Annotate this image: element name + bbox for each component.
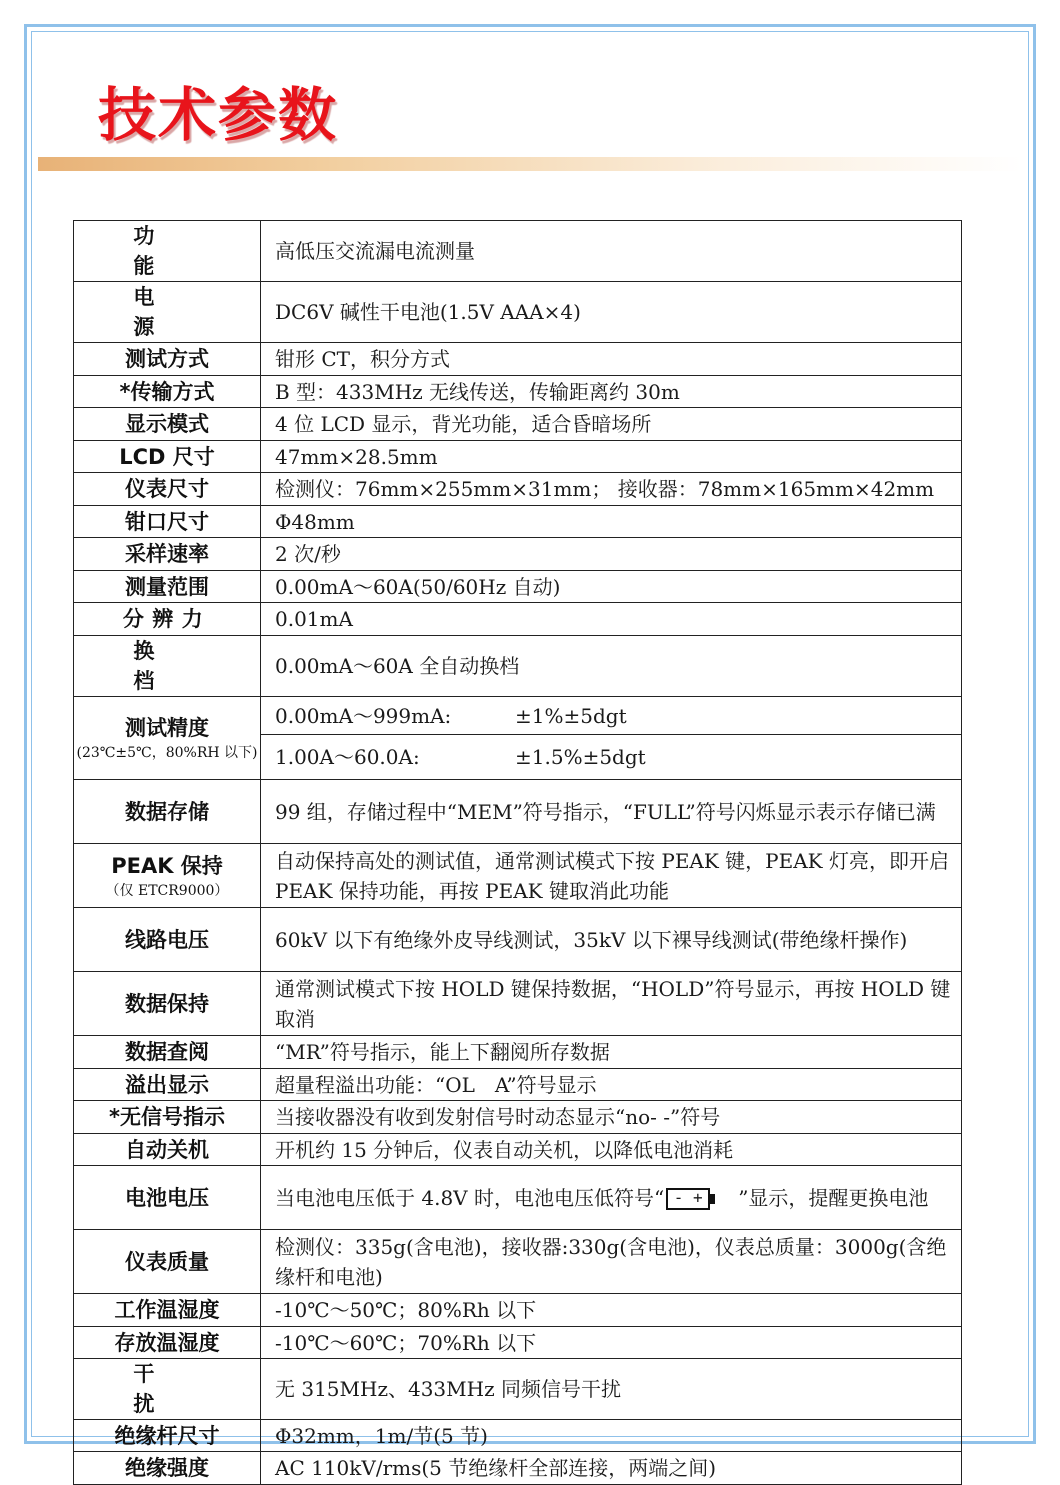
row-label: 数据查阅 — [74, 1036, 261, 1069]
row-value: 当接收器没有收到发射信号时动态显示“no- -”符号 — [261, 1101, 962, 1134]
table-row — [74, 780, 962, 844]
table-row — [74, 1359, 962, 1420]
row-value: 4 位 LCD 显示，背光功能，适合昏暗场所 — [261, 408, 962, 441]
peak-label: PEAK 保持 — [111, 853, 223, 878]
row-label: 自动关机 — [74, 1134, 261, 1166]
table-row — [74, 1101, 962, 1134]
row-label: 工作温湿度 — [74, 1294, 261, 1327]
table-row — [74, 571, 962, 603]
row-label: 功 能 — [74, 221, 261, 282]
accuracy-label-cell — [74, 697, 261, 780]
row-value: B 型：433MHz 无线传送，传输距离约 30m — [261, 376, 962, 408]
spec-table — [73, 220, 962, 1485]
table-row — [74, 506, 962, 538]
accuracy-range: 1.00A～60.0A: — [275, 745, 420, 769]
row-value — [261, 697, 962, 735]
row-label: 线路电压 — [74, 908, 261, 972]
row-value: 通常测试模式下按 HOLD 键保持数据，“HOLD”符号显示，再按 HOLD 键取消 — [261, 972, 962, 1036]
row-label: 溢出显示 — [74, 1069, 261, 1101]
table-row — [74, 1452, 962, 1485]
row-value: “MR”符号指示，能上下翻阅所存数据 — [261, 1036, 962, 1069]
row-value: 钳形 CT，积分方式 — [261, 343, 962, 376]
table-row — [74, 282, 962, 343]
table-row — [74, 376, 962, 408]
peak-sub-label: （仅 ETCR9000） — [105, 882, 229, 899]
row-value: 超量程溢出功能：“OL A”符号显示 — [261, 1069, 962, 1101]
battery-text-after: ”显示，提醒更换电池 — [738, 1185, 929, 1210]
row-label: 干 扰 — [74, 1359, 261, 1420]
row-value: 0.01mA — [261, 603, 962, 636]
table-row — [74, 972, 962, 1036]
table-row — [74, 603, 962, 636]
row-label: 测量范围 — [74, 571, 261, 603]
table-row — [74, 908, 962, 972]
row-label: 仪表尺寸 — [74, 473, 261, 506]
row-value: 检测仪：335g(含电池)，接收器:330g(含电池)，仪表总质量：3000g(含绝缘杆和电池) — [261, 1230, 962, 1294]
row-value: 自动保持高处的测试值，通常测试模式下按 PEAK 键，PEAK 灯亮，即开启 PEAK 保持功能，再按 PEAK 键取消此功能 — [261, 844, 962, 908]
row-value: 99 组，存储过程中“MEM”符号指示，“FULL”符号闪烁显示表示存储已满 — [261, 780, 962, 844]
row-label: 仪表质量 — [74, 1230, 261, 1294]
table-row — [74, 538, 962, 571]
row-label: 测试方式 — [74, 343, 261, 376]
row-value: 检测仪：76mm×255mm×31mm； 接收器：78mm×165mm×42mm — [261, 473, 962, 506]
table-row — [74, 697, 962, 735]
row-label: 显示模式 — [74, 408, 261, 441]
row-value: -10℃～50℃；80%Rh 以下 — [261, 1294, 962, 1327]
table-row — [74, 473, 962, 506]
table-row — [74, 1069, 962, 1101]
table-row — [74, 844, 962, 908]
table-row — [74, 1036, 962, 1069]
row-value: Φ48mm — [261, 506, 962, 538]
row-value: Φ32mm，1m/节(5 节) — [261, 1420, 962, 1452]
accuracy-sub-label: (23℃±5℃，80%RH 以下) — [76, 745, 258, 761]
row-value: AC 110kV/rms(5 节绝缘杆全部连接，两端之间) — [261, 1452, 962, 1485]
peak-label-cell — [74, 844, 261, 908]
page-title: 技术参数 — [98, 81, 339, 149]
row-label: 钳口尺寸 — [74, 506, 261, 538]
row-label: 数据保持 — [74, 972, 261, 1036]
row-value — [261, 735, 962, 780]
table-row — [74, 636, 962, 697]
table-row — [74, 1134, 962, 1166]
row-value: 60kV 以下有绝缘外皮导线测试，35kV 以下裸导线测试(带绝缘杆操作) — [261, 908, 962, 972]
row-value — [261, 1166, 962, 1230]
row-label: 存放温湿度 — [74, 1327, 261, 1359]
row-value: 47mm×28.5mm — [261, 441, 962, 473]
row-label: 电 源 — [74, 282, 261, 343]
table-row — [74, 441, 962, 473]
table-row — [74, 343, 962, 376]
row-value: 0.00mA～60A 全自动换档 — [261, 636, 962, 697]
row-label: *传输方式 — [74, 376, 261, 408]
row-label: *无信号指示 — [74, 1101, 261, 1134]
row-label: 换 档 — [74, 636, 261, 697]
battery-label: 电池电压 — [74, 1166, 261, 1230]
row-label: 分辨力 — [74, 603, 261, 636]
row-value: 高低压交流漏电流测量 — [261, 221, 962, 282]
accuracy-spec: ±1%±5dgt — [515, 703, 627, 728]
battery-text-before: 当电池电压低于 4.8V 时，电池电压低符号“ — [275, 1185, 665, 1210]
table-row — [74, 1294, 962, 1327]
row-label: 采样速率 — [74, 538, 261, 571]
row-value: 无 315MHz、433MHz 同频信号干扰 — [261, 1359, 962, 1420]
row-label: 绝缘杆尺寸 — [74, 1420, 261, 1452]
row-label: 绝缘强度 — [74, 1452, 261, 1485]
accuracy-range: 0.00mA～999mA: — [275, 703, 452, 728]
accuracy-label: 测试精度 — [125, 716, 209, 740]
table-row — [74, 1166, 962, 1230]
table-row — [74, 1230, 962, 1294]
table-row — [74, 408, 962, 441]
row-label: LCD 尺寸 — [74, 441, 261, 473]
accuracy-spec: ±1.5%±5dgt — [515, 745, 646, 769]
table-row — [74, 1420, 962, 1452]
row-value: 0.00mA～60A(50/60Hz 自动) — [261, 571, 962, 603]
table-row — [74, 221, 962, 282]
row-value: -10℃～60℃；70%Rh 以下 — [261, 1327, 962, 1359]
title-underline-bar — [38, 157, 1022, 171]
row-value: 开机约 15 分钟后，仪表自动关机，以降低电池消耗 — [261, 1134, 962, 1166]
row-label: 数据存储 — [74, 780, 261, 844]
table-row — [74, 1327, 962, 1359]
row-value: DC6V 碱性干电池(1.5V AAA×4) — [261, 282, 962, 343]
row-value: 2 次/秒 — [261, 538, 962, 571]
battery-low-icon: - + — [666, 1188, 710, 1210]
